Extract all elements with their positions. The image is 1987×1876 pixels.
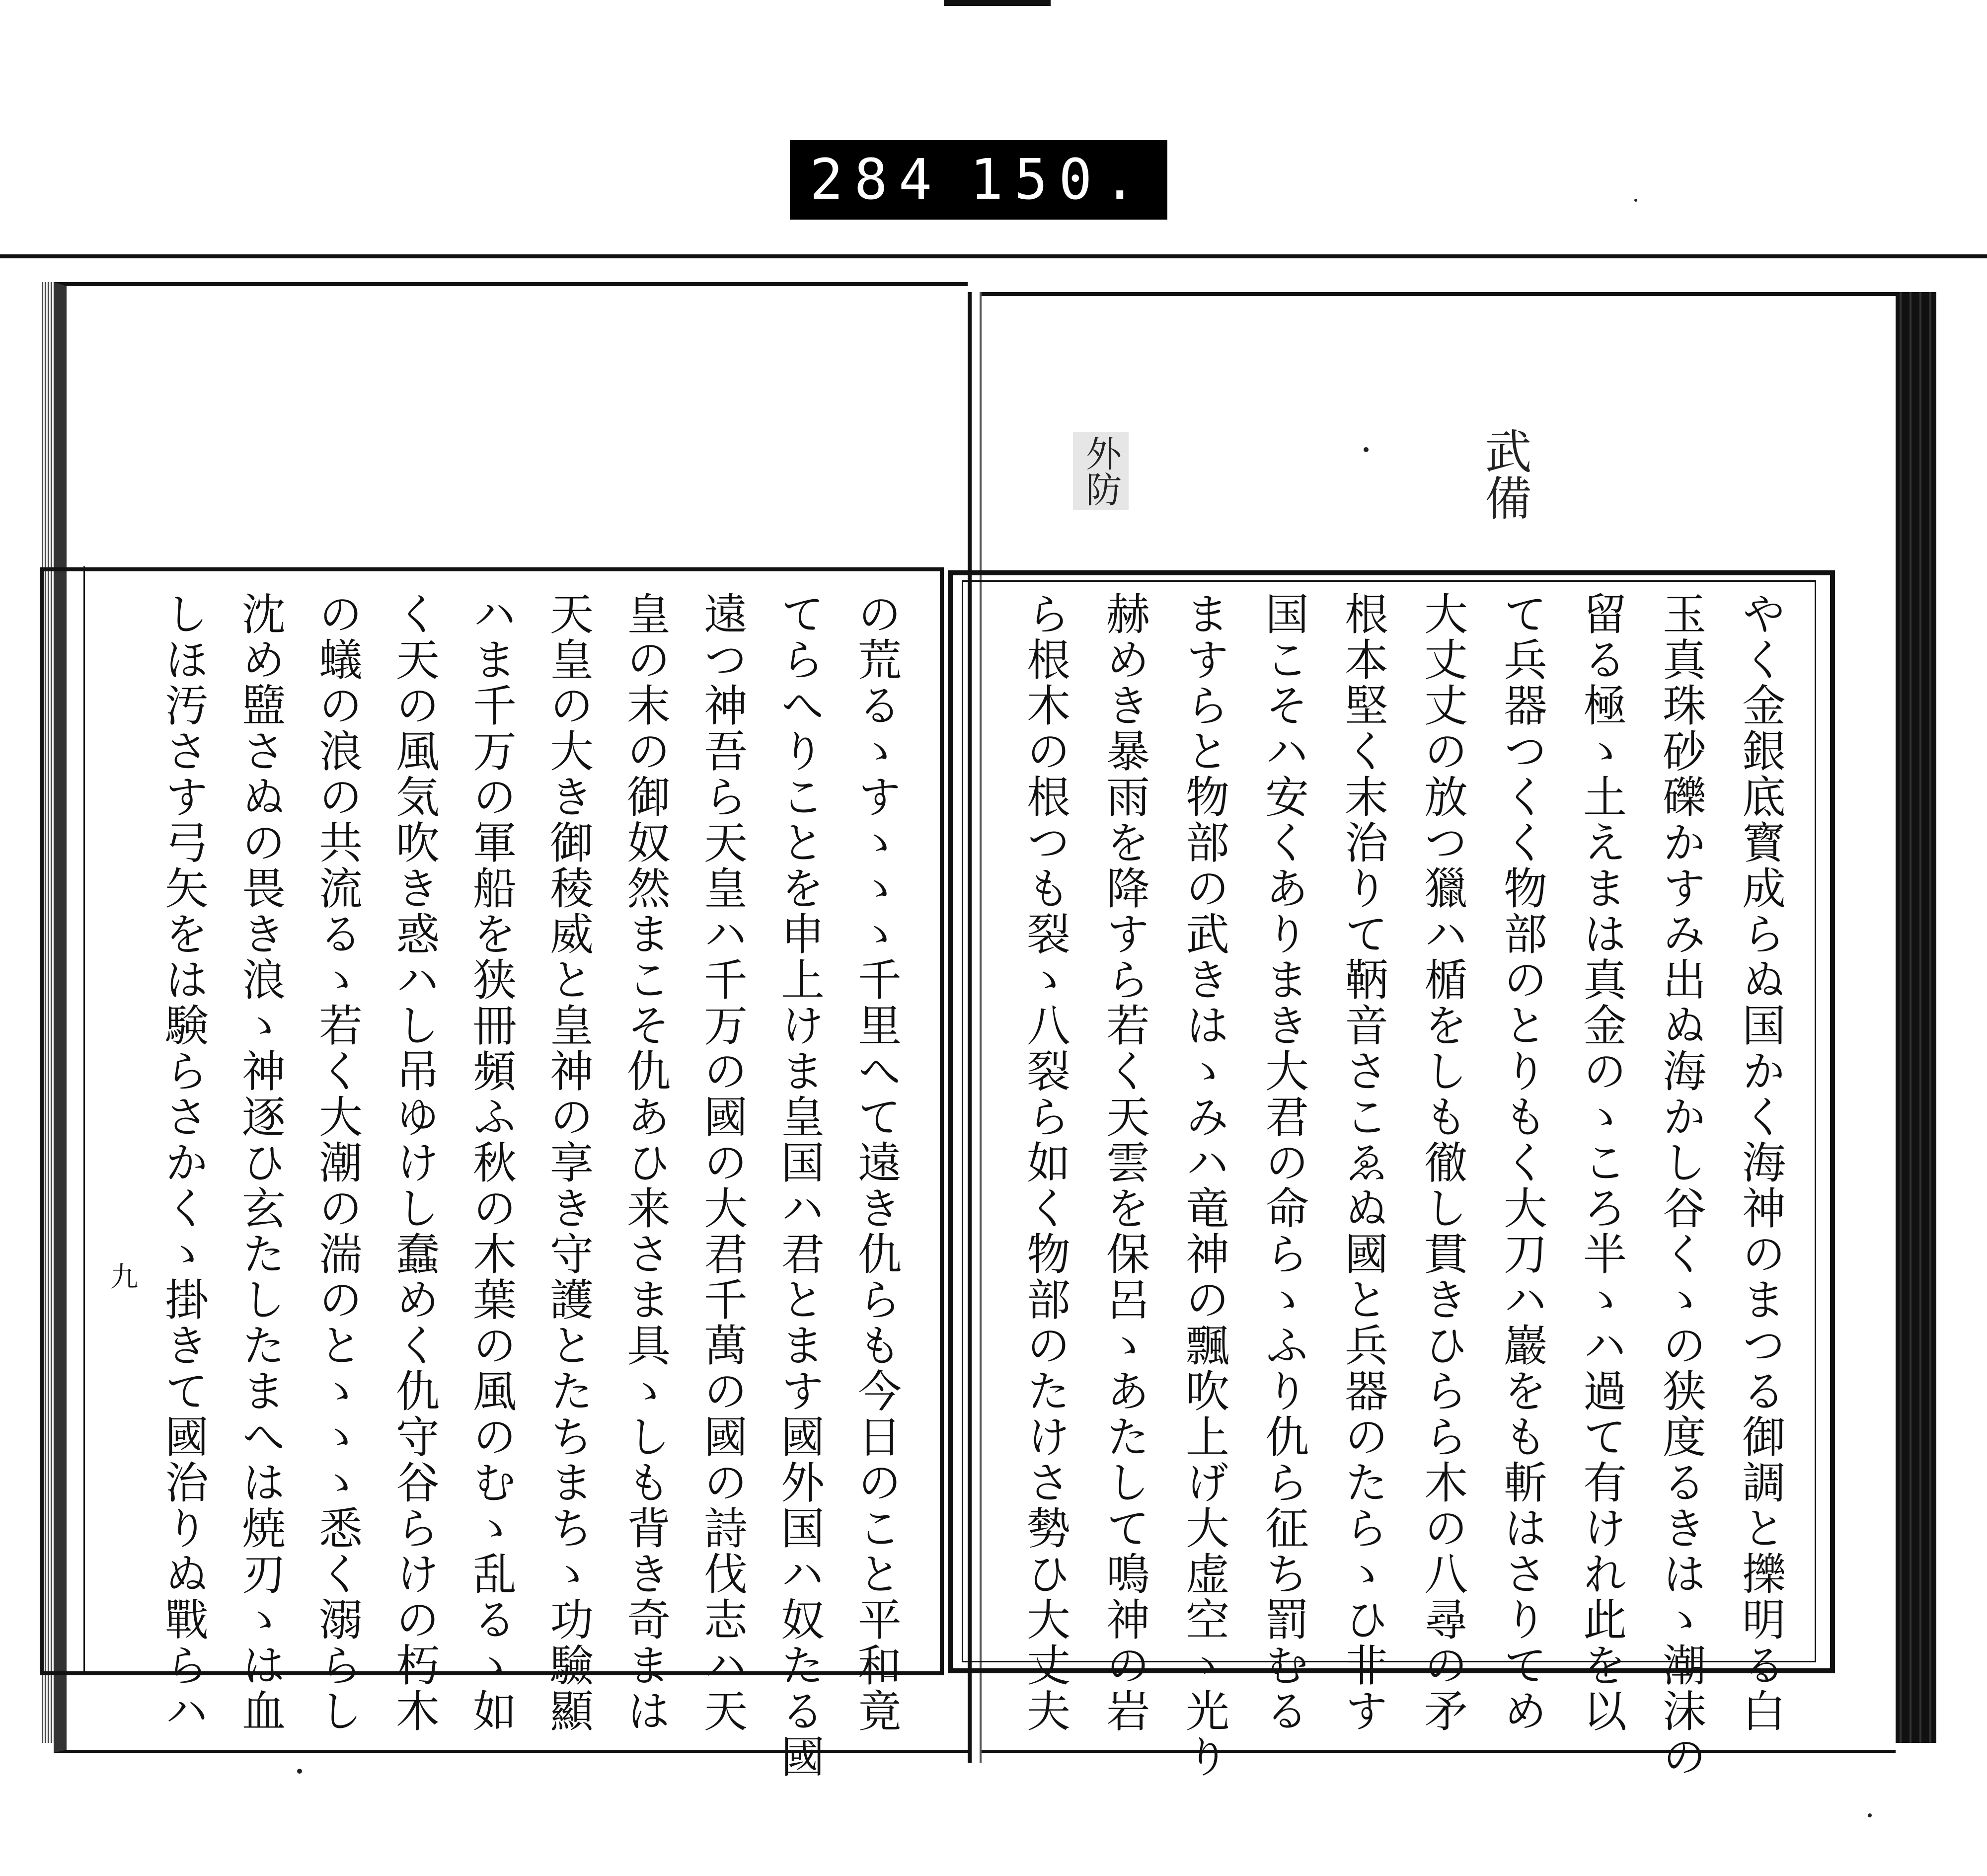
- left-text-column: 天皇の大き御稜威と皇神の享き守護とたちまちゝ功驗顯: [543, 591, 594, 1734]
- right-text-column: 留る極ゝ土えまは真金のゝころ半ゝハ過て有けれ此を以: [1576, 591, 1627, 1734]
- scan-speck: [297, 1769, 302, 1774]
- right-text-column: 根本堅く末治りて鞆音さこゑぬ國と兵器のたらゝひ非す: [1338, 591, 1389, 1734]
- left-text-column: 遠つ神吾ら天皇ハ千万の國の大君千萬の國の詩伐志ハ天: [697, 591, 748, 1734]
- right-page-header-sub: 外防: [1073, 432, 1129, 510]
- scan-line: [0, 254, 1987, 258]
- right-page-edge: [1896, 292, 1936, 1743]
- right-text-column: 赫めき暴雨を降すら若く天雲を保呂ゝあたして鳴神の岩: [1099, 591, 1150, 1734]
- left-text-column: てらへりことを申上けま皇国ハ君とます國外国ハ奴たる國: [774, 591, 825, 1780]
- film-number-left: 284: [810, 148, 943, 212]
- right-text-column: 国こそハ安くありまき大君の命らゝふり仇ら征ち罰むる: [1258, 591, 1309, 1734]
- right-text-column: ら根木の根つも裂ゝ八裂ら如く物部のたけさ勢ひ大丈夫: [1020, 591, 1071, 1734]
- right-text-column: ますらと物部の武きはゝみハ竜神の飄吹上げ大虚空ゝ光り: [1179, 591, 1230, 1780]
- film-number-right: 150.: [970, 148, 1147, 212]
- left-text-column: ハま千万の軍船を狭冊頻ふ秋の木葉の風のむゝ乱るゝ如: [466, 591, 517, 1734]
- page-number: 九: [106, 1262, 138, 1290]
- right-text-column: て兵器つくく物部のとりもく大刀ハ巖をも斬はさりてめ: [1497, 591, 1548, 1734]
- left-text-column: の蟻の浪の共流るゝ若く大潮の湍のとゝゝゝ悉く溺らし: [312, 591, 363, 1734]
- right-page-header-main: 武備: [1477, 427, 1531, 521]
- scan-speck: [1364, 447, 1369, 452]
- scan-speck: [1868, 1813, 1872, 1817]
- left-text-column: しほ汚さす弓矢をは験らさかくゝ掛きて國治りぬ戰らハ: [158, 591, 209, 1734]
- right-text-column: 玉真珠砂礫かすみ出ぬ海かし谷くゝの狭度るきはゝ潮沫の: [1656, 591, 1707, 1780]
- scan-speck: [1634, 199, 1637, 202]
- left-text-column: 皇の末の御奴然まこそ仇あひ来さま具ゝしも背き奇まは: [620, 591, 671, 1734]
- right-text-column: やく金銀底寳成らぬ国かく海神のまつる御調と擽明る白: [1735, 591, 1786, 1734]
- film-label: [790, 140, 1167, 220]
- left-text-column: の荒るゝすゝゝゝ千里へて遠き仇らも今日のこと平和竟: [851, 591, 902, 1734]
- left-text-column: 沈め盬さぬの畏き浪ゝ神逐ひ玄たしたまへは焼刃ゝは血: [235, 591, 286, 1734]
- top-tab-mark: [944, 0, 1051, 6]
- right-text-column: 大丈丈の放つ獵ハ楯をしも徹し貫きひらら木の八尋の矛: [1417, 591, 1468, 1734]
- left-text-column: く天の風気吹き惑ハし吊ゆけし蠢めく仇守谷らけの朽木: [389, 591, 440, 1734]
